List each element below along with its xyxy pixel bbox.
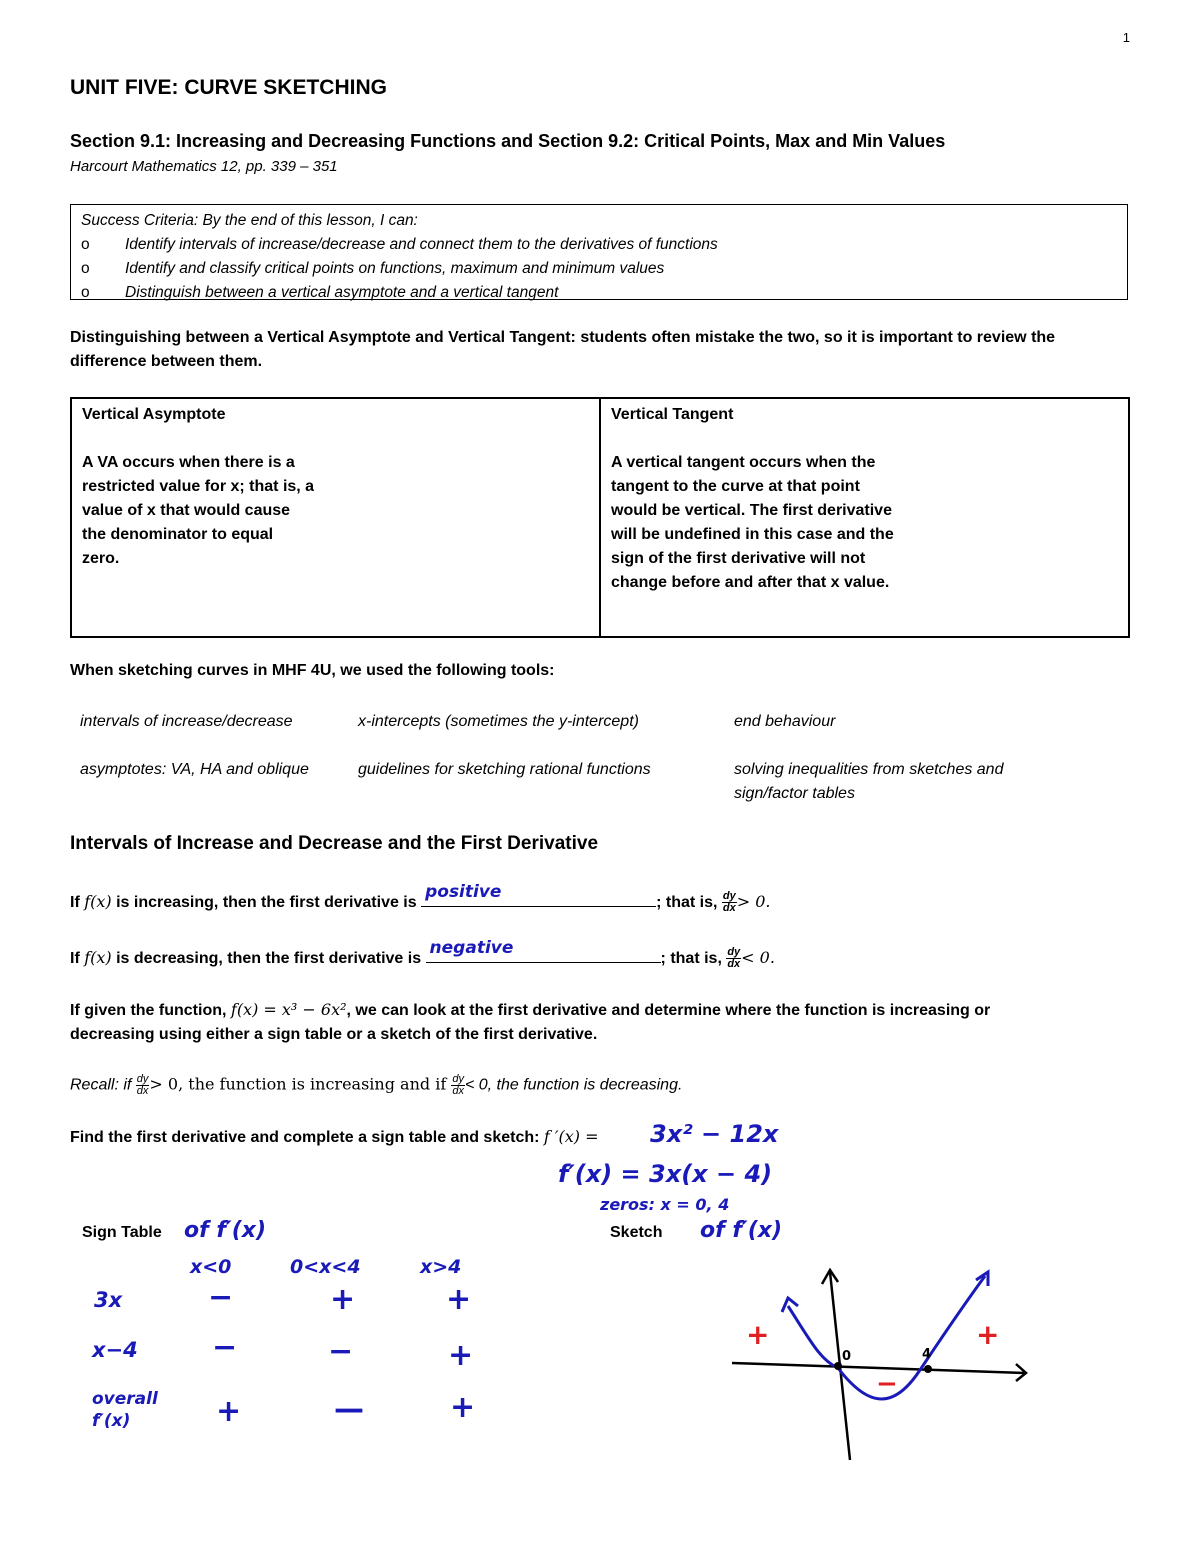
sign-cell: + [216, 1394, 242, 1429]
tool-item: solving inequalities from sketches and [734, 761, 1004, 778]
zero-label: 4 [922, 1347, 932, 1362]
sign-table-row-label: 3x [94, 1288, 123, 1312]
sketch-hand-label: of f′(x) [700, 1218, 783, 1243]
tool-item: guidelines for sketching rational functions [358, 761, 651, 778]
tools-intro: When sketching curves in MHF 4U, we used the following tools: [70, 662, 555, 679]
positive-region-sign: + [746, 1318, 770, 1351]
sign-cell: − [208, 1280, 234, 1315]
handwritten-derivative: 3x² − 12x [650, 1120, 779, 1148]
sign-cell: + [446, 1282, 472, 1317]
sign-table-column: 0<x<4 [290, 1256, 361, 1278]
derivative-sketch [720, 1260, 1040, 1470]
page-title: UNIT FIVE: CURVE SKETCHING [70, 76, 387, 99]
subheading: Intervals of Increase and Decrease and the First Derivative [70, 833, 599, 854]
vt-heading: Vertical Tangent [611, 406, 734, 423]
tool-item: end behaviour [734, 713, 836, 730]
zero-point [834, 1362, 842, 1370]
tool-item: intervals of increase/decrease [80, 713, 293, 730]
handwritten-answer: negative [429, 938, 514, 958]
negative-region-sign: − [876, 1369, 898, 1399]
zero-point [924, 1365, 932, 1373]
tool-item: sign/factor tables [734, 785, 855, 802]
sign-cell: — [334, 1392, 364, 1427]
dydx-fraction: $\frac{dy}{dx}$ [727, 946, 741, 971]
page-number: 1 [1122, 30, 1130, 45]
recall-note: Recall: if $\frac{dy}{dx}$ > 0, the function is increasing and if $\frac{dy}{dx}$ < 0, the function is decreasing. [70, 1073, 683, 1097]
find-derivative-prompt: Find the first derivative and complete a sign table and sketch: f ′(x) = [70, 1127, 599, 1146]
vertical-tangent-column: Vertical Tangent A vertical tangent occurs when the tangent to the curve at that point would be vertical. The first derivative will be undefined in this case and the sign of the first derivative will not change before and after that x value. [599, 399, 1128, 636]
criteria-item: o Identify intervals of increase/decrease and connect them to the derivatives of functions [81, 236, 718, 253]
vertical-asymptote-column: Vertical Asymptote A VA occurs when there is a restricted value for x; that is, a value of x that would cause the denominator to equal zero. [72, 399, 599, 636]
va-heading: Vertical Asymptote [82, 406, 226, 423]
source-reference: Harcourt Mathematics 12, pp. 339 – 351 [70, 158, 338, 175]
tool-item: asymptotes: VA, HA and oblique [80, 761, 309, 778]
success-criteria-box [70, 204, 1128, 300]
sign-table-row-label: overall f′(x) [92, 1389, 158, 1431]
criteria-item: o Identify and classify critical points on functions, maximum and minimum values [81, 260, 665, 277]
section-heading: Section 9.1: Increasing and Decreasing Functions and Section 9.2: Critical Points, Max and Min Values [70, 131, 946, 151]
handwritten-zeros: zeros: x = 0, 4 [600, 1195, 730, 1214]
sign-cell: + [448, 1338, 474, 1373]
positive-region-sign: + [976, 1318, 1000, 1351]
handwritten-factored: f′(x) = 3x(x − 4) [558, 1160, 773, 1188]
sign-table-column: x<0 [190, 1256, 232, 1278]
handwritten-answer: positive [425, 882, 502, 902]
given-function-statement: If given the function, f(x) = x³ − 6x², we can look at the first derivative and determine where the function is increasing or decreasing using either a sign table or a sketch of the first derivative. [70, 1000, 991, 1043]
comparison-table [70, 397, 1130, 638]
decreasing-statement: If f(x) is decreasing, then the first derivative is negative ; that is, $\frac{dy}{dx}$ < 0. [70, 938, 775, 971]
sign-table-column: x>4 [420, 1256, 462, 1278]
criteria-heading: Success Criteria: [81, 212, 199, 229]
answer-blank [426, 938, 661, 963]
sign-cell: − [328, 1334, 354, 1369]
sign-cell: + [330, 1282, 356, 1317]
sign-table-hand-label: of f′(x) [184, 1218, 267, 1243]
increasing-statement: If f(x) is increasing, then the first derivative is positive ; that is, $\frac{dy}{dx}$ > 0. [70, 882, 771, 915]
dydx-fraction: $\frac{dy}{dx}$ [722, 890, 736, 915]
sketch-label: Sketch [610, 1224, 663, 1241]
criteria-item: o Distinguish between a vertical asymptote and a vertical tangent [81, 284, 559, 301]
criteria-intro: By the end of this lesson, I can: [198, 212, 418, 229]
tool-item: x-intercepts (sometimes the y-intercept) [358, 713, 639, 730]
answer-blank [421, 882, 656, 907]
sign-table-label: Sign Table [82, 1224, 162, 1241]
sign-table-row-label: x−4 [92, 1338, 138, 1362]
sign-cell: + [450, 1390, 476, 1425]
sign-cell: − [212, 1330, 238, 1365]
va-vt-intro: Distinguishing between a Vertical Asymptote and Vertical Tangent: students often mistake the two, so it is important to review the difference between them. [70, 329, 1056, 370]
zero-label: 0 [842, 1349, 852, 1364]
